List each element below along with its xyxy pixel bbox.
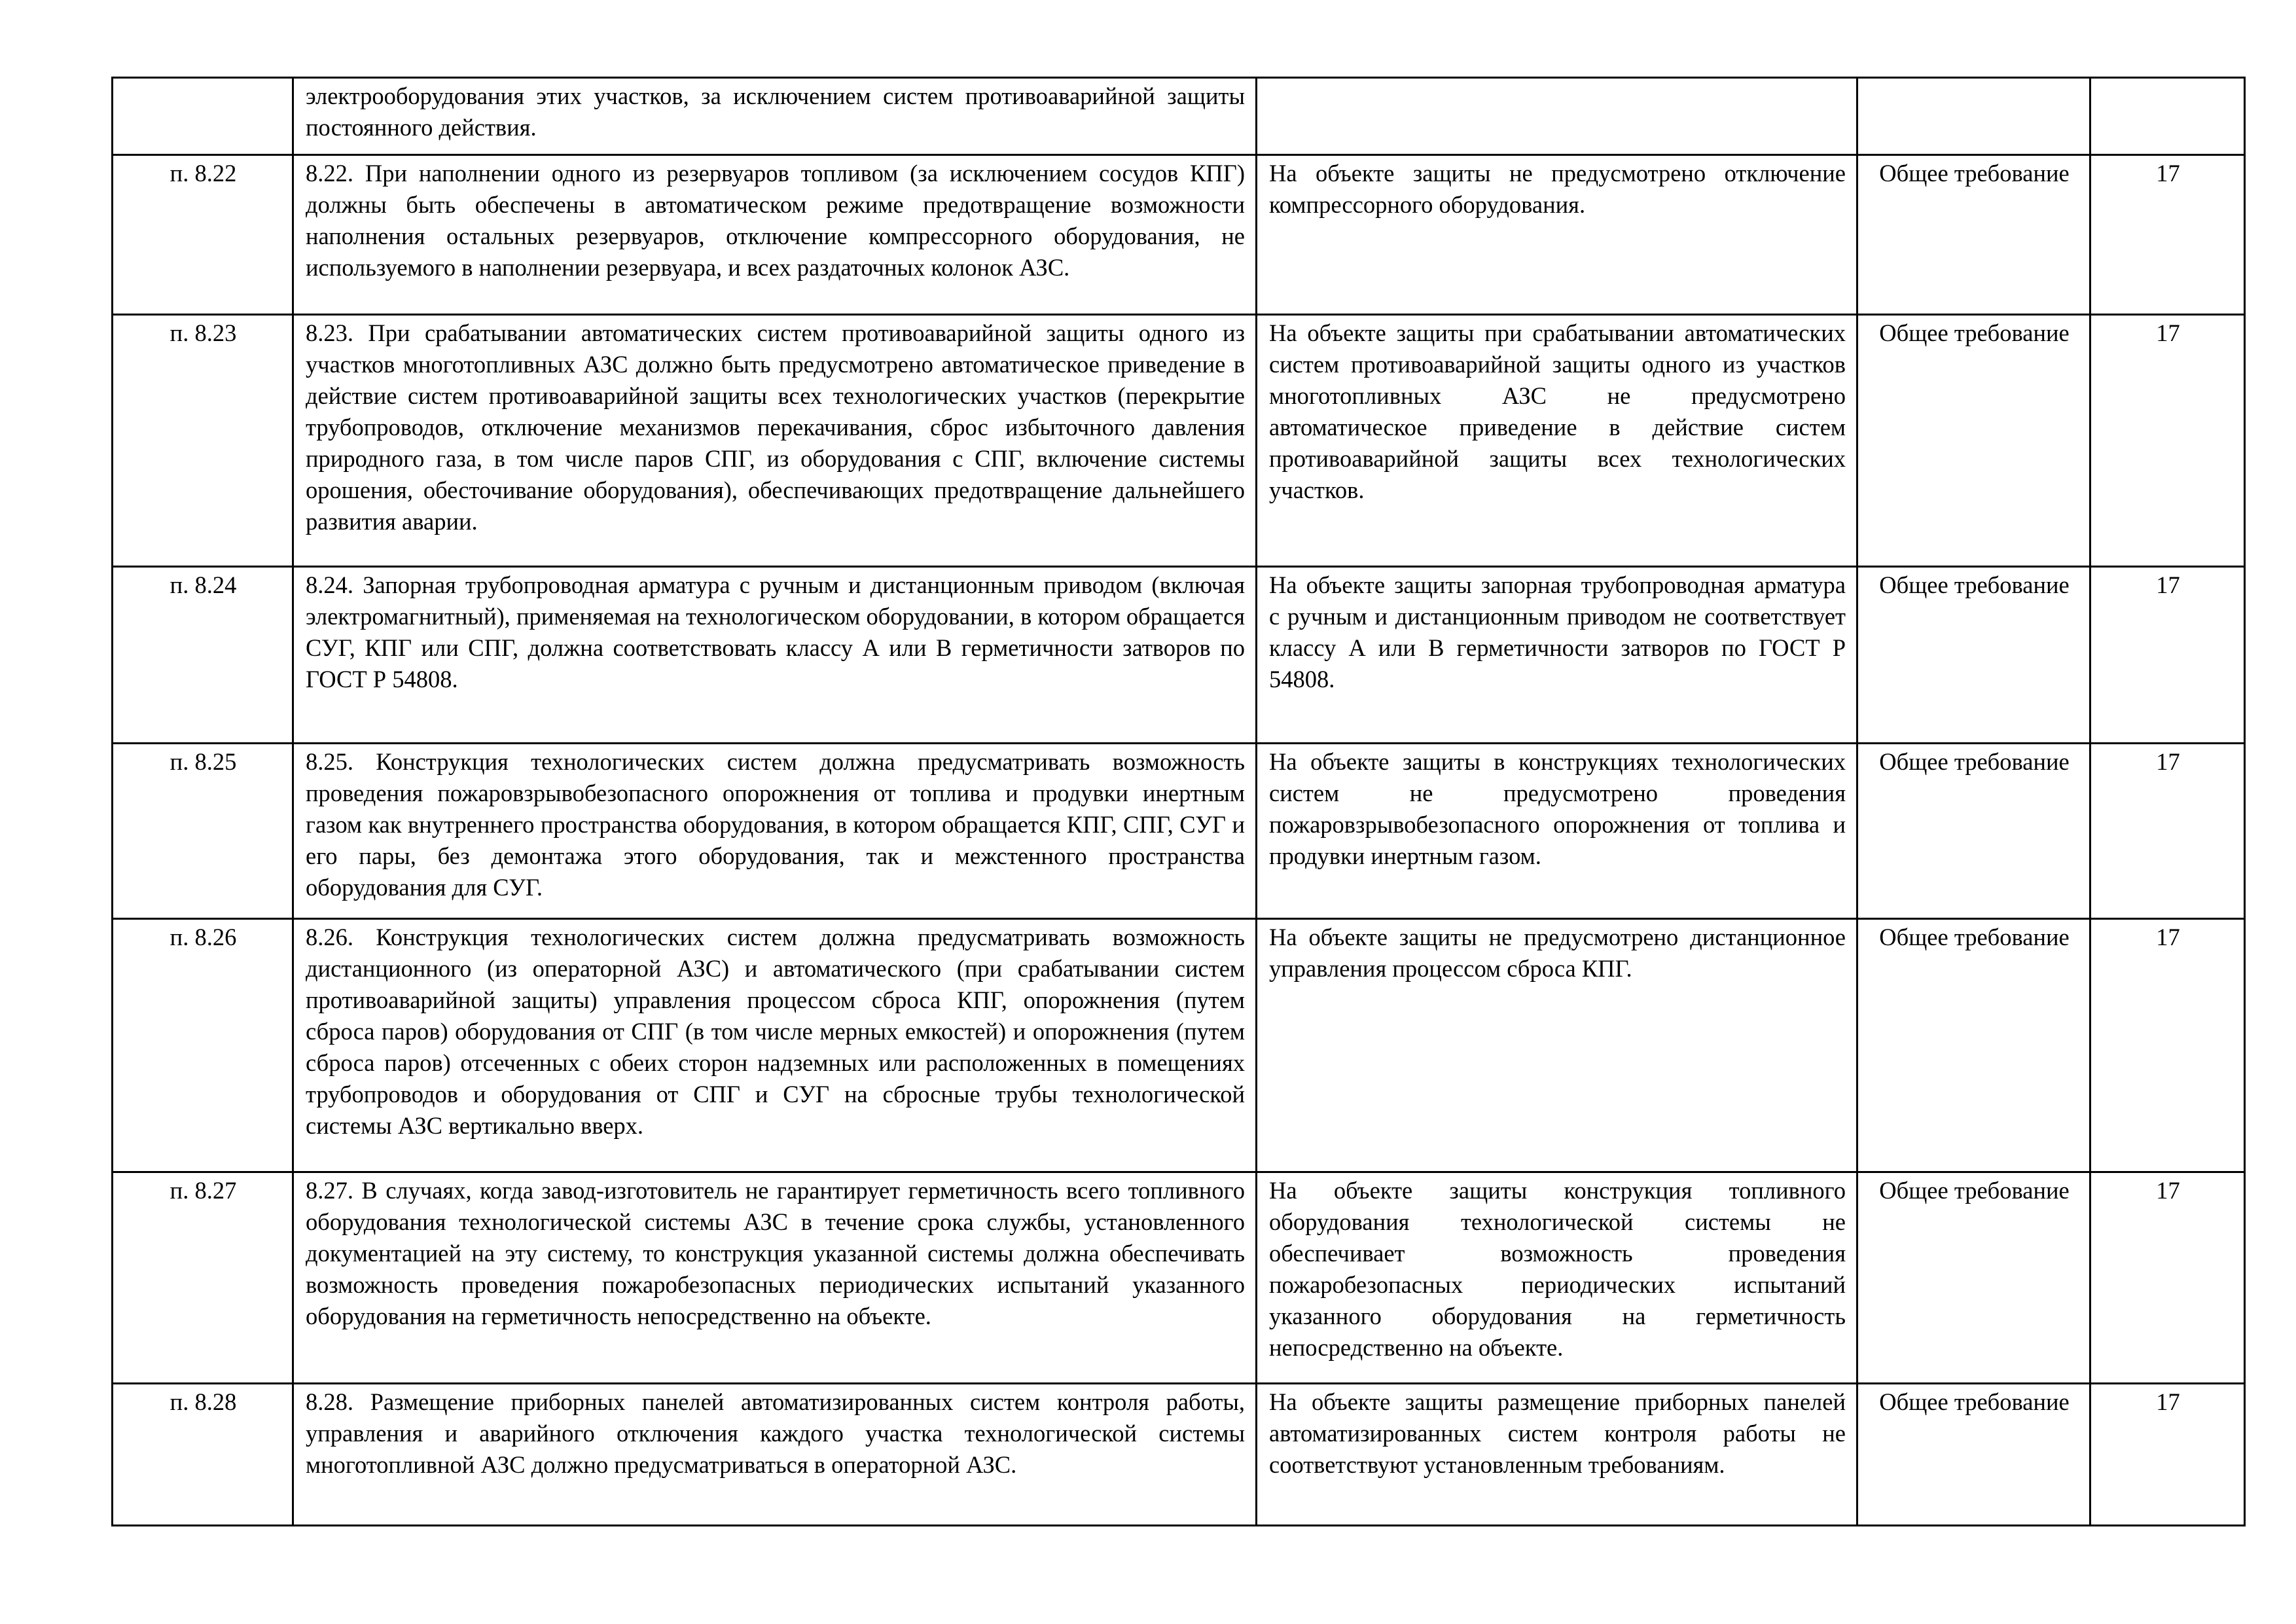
ref-cell: 17 xyxy=(2090,155,2245,315)
type-cell: Общее требование xyxy=(1857,567,2090,744)
type-cell xyxy=(1857,78,2090,155)
type-cell: Общее требование xyxy=(1857,1384,2090,1526)
requirement-cell: 8.22. При наполнении одного из резервуаров топливом (за исключением сосудов КПГ) должны быть обеспечены в автоматическом режиме предотвращение возможности наполнения остальных резервуаров, отключение компрессорного оборудования, не используемого в наполнении резервуара, и всех раздаточных колонок АЗС. xyxy=(293,155,1257,315)
finding-cell xyxy=(1257,78,1857,155)
finding-cell: На объекте защиты не предусмотрено отключение компрессорного оборудования. xyxy=(1257,155,1857,315)
table-row xyxy=(113,744,2245,919)
table-row xyxy=(113,1172,2245,1384)
clause-cell: п. 8.25 xyxy=(113,744,293,919)
type-cell: Общее требование xyxy=(1857,744,2090,919)
finding-cell: На объекте защиты конструкция топливного оборудования технологической системы не обеспечивает возможность проведения пожаробезопасных периодических испытаний указанного оборудования на герметичность непосредственно на объекте. xyxy=(1257,1172,1857,1384)
finding-cell: На объекте защиты не предусмотрено дистанционное управления процессом сброса КПГ. xyxy=(1257,919,1857,1172)
requirement-cell: 8.28. Размещение приборных панелей автоматизированных систем контроля работы, управления и аварийного отключения каждого участка технологической системы многотопливной АЗС должно предусматриваться в операторной АЗС. xyxy=(293,1384,1257,1526)
finding-cell: На объекте защиты размещение приборных панелей автоматизированных систем контроля работы не соответствуют установленным требованиям. xyxy=(1257,1384,1857,1526)
requirement-cell: электрооборудования этих участков, за исключением систем противоаварийной защиты постоянного действия. xyxy=(293,78,1257,155)
ref-cell: 17 xyxy=(2090,919,2245,1172)
clause-cell: п. 8.24 xyxy=(113,567,293,744)
requirements-table xyxy=(111,77,2246,1526)
table-row xyxy=(113,155,2245,315)
ref-cell: 17 xyxy=(2090,315,2245,567)
type-cell: Общее требование xyxy=(1857,1172,2090,1384)
ref-cell: 17 xyxy=(2090,567,2245,744)
finding-cell: На объекте защиты запорная трубопроводная арматура с ручным и дистанционным приводом не соответствует классу А или В герметичности затворов по ГОСТ Р 54808. xyxy=(1257,567,1857,744)
ref-cell xyxy=(2090,78,2245,155)
clause-cell: п. 8.27 xyxy=(113,1172,293,1384)
type-cell: Общее требование xyxy=(1857,155,2090,315)
type-cell: Общее требование xyxy=(1857,919,2090,1172)
clause-cell: п. 8.26 xyxy=(113,919,293,1172)
clause-cell xyxy=(113,78,293,155)
table-row xyxy=(113,78,2245,155)
ref-cell: 17 xyxy=(2090,744,2245,919)
table-row xyxy=(113,1384,2245,1526)
ref-cell: 17 xyxy=(2090,1172,2245,1384)
table-row xyxy=(113,567,2245,744)
requirement-cell: 8.26. Конструкция технологических систем должна предусматривать возможность дистанционного (из операторной АЗС) и автоматического (при срабатывании систем противоаварийной защиты) управления процессом сброса КПГ, опорожнения (путем сброса паров) оборудования от СПГ (в том числе мерных емкостей) и опорожнения (путем сброса паров) отсеченных с обеих сторон надземных или расположенных в помещениях трубопроводов и оборудования от СПГ и СУГ на сбросные трубы технологической системы АЗС вертикально вверх. xyxy=(293,919,1257,1172)
finding-cell: На объекте защиты в конструкциях технологических систем не предусмотрено проведения пожаровзрывобезопасного опорожнения от топлива и продувки инертным газом. xyxy=(1257,744,1857,919)
clause-cell: п. 8.23 xyxy=(113,315,293,567)
requirement-cell: 8.23. При срабатывании автоматических систем противоаварийной защиты одного из участков многотопливных АЗС должно быть предусмотрено автоматическое приведение в действие систем противоаварийной защиты всех технологических участков (перекрытие трубопроводов, отключение механизмов перекачивания, сброс избыточного давления природного газа, в том числе паров СПГ, из оборудования с СПГ, включение системы орошения, обесточивание оборудования), обеспечивающих предотвращение дальнейшего развития аварии. xyxy=(293,315,1257,567)
ref-cell: 17 xyxy=(2090,1384,2245,1526)
table-row xyxy=(113,315,2245,567)
requirement-cell: 8.24. Запорная трубопроводная арматура с ручным и дистанционным приводом (включая электромагнитный), применяемая на технологическом оборудовании, в котором обращается СУГ, КПГ или СПГ, должна соответствовать классу А или В герметичности затворов по ГОСТ Р 54808. xyxy=(293,567,1257,744)
clause-cell: п. 8.22 xyxy=(113,155,293,315)
type-cell: Общее требование xyxy=(1857,315,2090,567)
requirement-cell: 8.27. В случаях, когда завод-изготовитель не гарантирует герметичность всего топливного оборудования технологической системы АЗС в течение срока службы, установленного документацией на эту систему, то конструкция указанной системы должна обеспечивать возможность проведения пожаробезопасных периодических испытаний указанного оборудования на герметичность непосредственно на объекте. xyxy=(293,1172,1257,1384)
finding-cell: На объекте защиты при срабатывании автоматических систем противоаварийной защиты одного из участков многотопливных АЗС не предусмотрено автоматическое приведение в действие систем противоаварийной защиты всех технологических участков. xyxy=(1257,315,1857,567)
clause-cell: п. 8.28 xyxy=(113,1384,293,1526)
table-row xyxy=(113,919,2245,1172)
requirement-cell: 8.25. Конструкция технологических систем должна предусматривать возможность проведения пожаровзрывобезопасного опорожнения от топлива и продувки инертным газом как внутреннего пространства оборудования, в котором обращается КПГ, СПГ, СУГ и его пары, без демонтажа этого оборудования, так и межстенного пространства оборудования для СУГ. xyxy=(293,744,1257,919)
